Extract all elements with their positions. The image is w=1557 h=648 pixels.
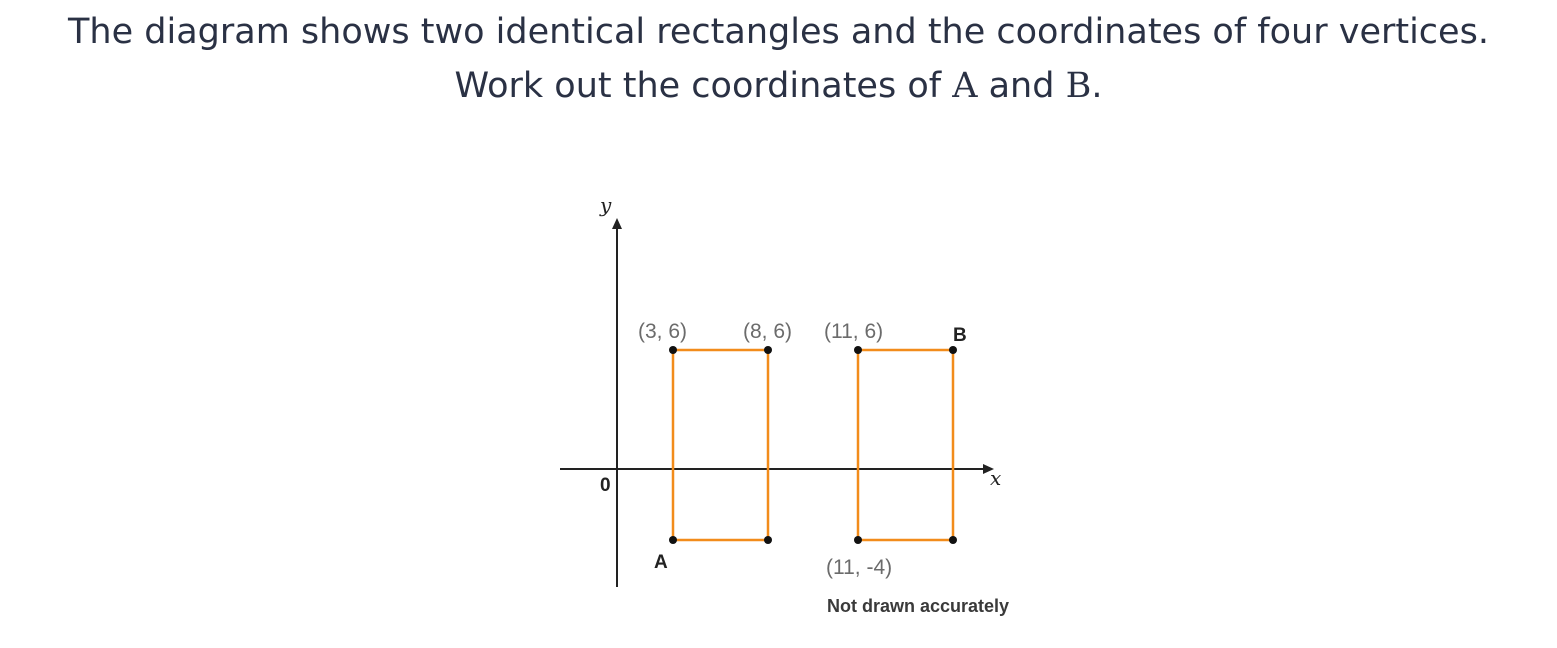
vertex-point	[854, 536, 862, 544]
right-rectangle	[858, 350, 953, 540]
vertex-point	[764, 536, 772, 544]
vertex-label-3-6: (3, 6)	[638, 320, 688, 343]
question-line-2-prefix: Work out the coordinates of	[454, 66, 953, 106]
y-axis-label: y	[600, 193, 612, 217]
not-drawn-accurately-note: Not drawn accurately	[827, 596, 1010, 616]
vertex-label-11-6: (11, 6)	[824, 320, 884, 343]
question-line-2-middle: and	[977, 66, 1066, 106]
left-rectangle	[673, 350, 768, 540]
vertex-point	[764, 346, 772, 354]
question-line-1: The diagram shows two identical rectangles and the coordinates of four vertices.	[68, 12, 1489, 52]
y-axis-arrowhead	[612, 218, 622, 229]
vertex-label-8-6: (8, 6)	[743, 320, 793, 343]
vertex-label-11-neg4: (11, -4)	[826, 556, 893, 579]
origin-label: 0	[600, 475, 611, 496]
vertex-point	[949, 346, 957, 354]
point-b-symbol: B	[1065, 66, 1092, 106]
x-axis-label: x	[990, 466, 1002, 490]
vertex-point	[669, 346, 677, 354]
vertex-label-a: A	[654, 552, 668, 573]
question-line-2-suffix: .	[1091, 66, 1103, 106]
vertex-point	[854, 346, 862, 354]
vertex-point	[669, 536, 677, 544]
vertex-point	[949, 536, 957, 544]
vertex-label-b: B	[953, 325, 967, 346]
point-a-symbol: A	[952, 66, 978, 106]
